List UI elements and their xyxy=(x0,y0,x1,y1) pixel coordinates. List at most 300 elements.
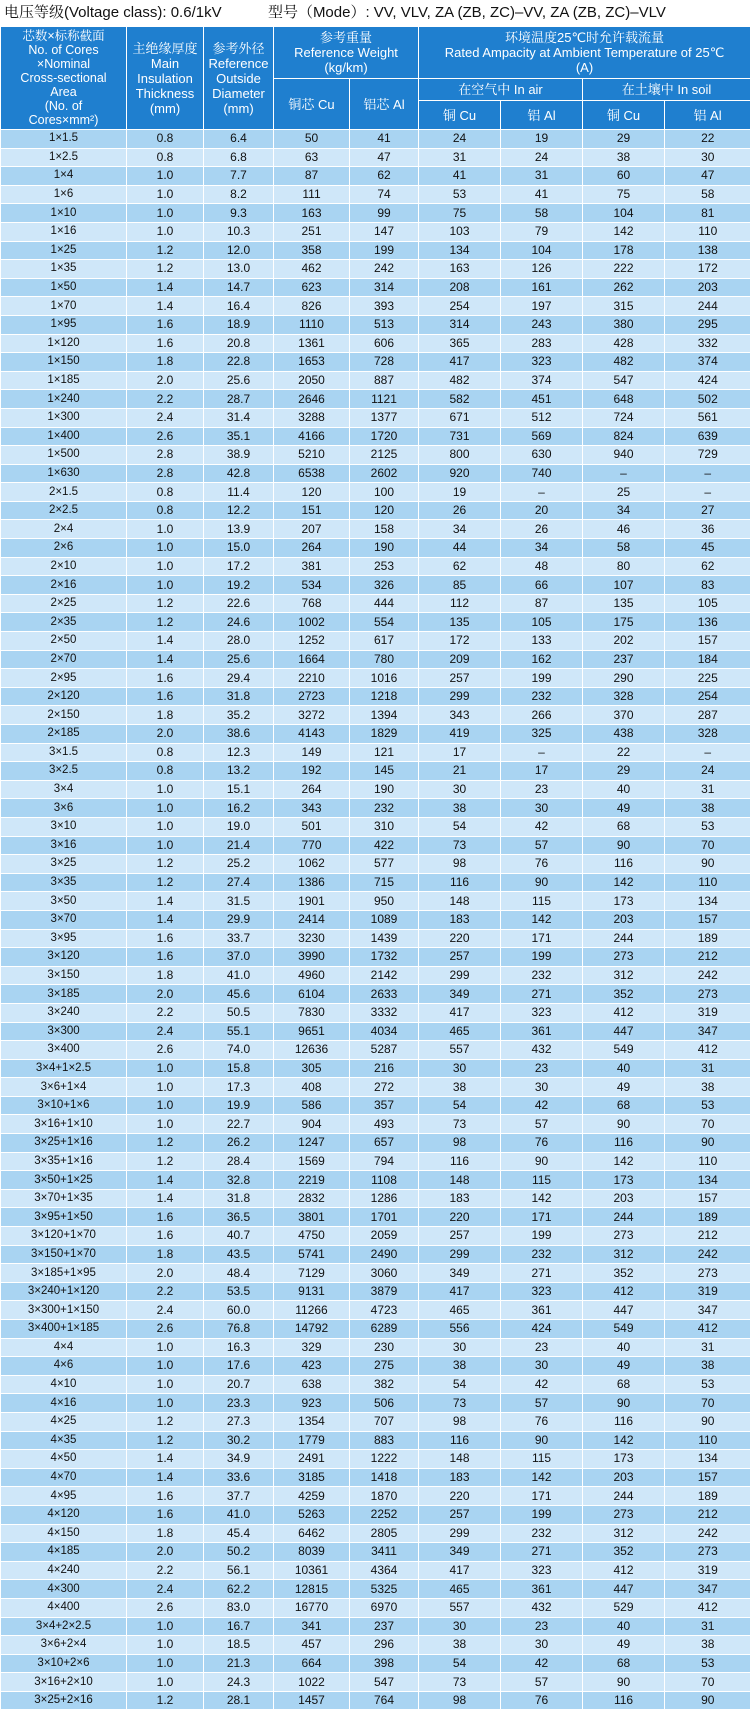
cell-weight-al: 2059 xyxy=(350,1227,419,1246)
table-row xyxy=(1,892,750,911)
cell-diameter: 19.2 xyxy=(204,576,274,595)
cell-cores: 4×6 xyxy=(1,1357,127,1376)
cell-air-al: 41 xyxy=(501,185,583,204)
cell-diameter: 30.2 xyxy=(204,1431,274,1450)
cell-insulation: 1.0 xyxy=(127,1115,204,1134)
cell-soil-al: 347 xyxy=(665,1580,750,1599)
cell-soil-al: 561 xyxy=(665,408,750,427)
cell-insulation: 2.0 xyxy=(127,985,204,1004)
cell-soil-al: 242 xyxy=(665,966,750,985)
table-row xyxy=(1,817,750,836)
header-air-al: 铝 Al xyxy=(501,101,583,130)
table-row xyxy=(1,260,750,279)
table-row xyxy=(1,1022,750,1041)
cell-diameter: 38.9 xyxy=(204,446,274,465)
cell-insulation: 1.2 xyxy=(127,613,204,632)
cell-air-cu: 19 xyxy=(419,483,501,502)
cell-soil-cu: 68 xyxy=(583,1096,665,1115)
cell-diameter: 18.9 xyxy=(204,315,274,334)
cell-air-al: 126 xyxy=(501,260,583,279)
cell-air-al: 133 xyxy=(501,632,583,651)
cell-insulation: 2.0 xyxy=(127,1264,204,1283)
cell-insulation: 1.4 xyxy=(127,278,204,297)
cell-weight-cu: 638 xyxy=(274,1375,350,1394)
table-row xyxy=(1,836,750,855)
cell-weight-cu: 586 xyxy=(274,1096,350,1115)
cell-soil-cu: 237 xyxy=(583,650,665,669)
cell-insulation: 1.0 xyxy=(127,1654,204,1673)
cell-cores: 2×4 xyxy=(1,520,127,539)
cell-weight-al: 296 xyxy=(350,1636,419,1655)
cell-diameter: 31.4 xyxy=(204,408,274,427)
cell-insulation: 1.4 xyxy=(127,1189,204,1208)
cell-cores: 4×95 xyxy=(1,1487,127,1506)
cell-diameter: 83.0 xyxy=(204,1598,274,1617)
cell-cores: 4×10 xyxy=(1,1375,127,1394)
cell-air-al: 232 xyxy=(501,1524,583,1543)
cell-insulation: 0.8 xyxy=(127,148,204,167)
table-row xyxy=(1,1580,750,1599)
cell-air-al: 451 xyxy=(501,390,583,409)
table-row xyxy=(1,1041,750,1060)
cell-soil-al: 157 xyxy=(665,1468,750,1487)
cell-air-cu: 73 xyxy=(419,836,501,855)
cell-soil-al: 38 xyxy=(665,1078,750,1097)
cell-insulation: 1.2 xyxy=(127,241,204,260)
cell-diameter: 41.0 xyxy=(204,1505,274,1524)
cell-cores: 1×630 xyxy=(1,464,127,483)
header-line xyxy=(0,0,750,26)
table-row xyxy=(1,910,750,929)
cell-soil-cu: 173 xyxy=(583,1171,665,1190)
cell-cores: 3×10+2×6 xyxy=(1,1654,127,1673)
table-row xyxy=(1,1245,750,1264)
cell-insulation: 1.6 xyxy=(127,315,204,334)
cell-cores: 2×25 xyxy=(1,594,127,613)
cell-air-al: 30 xyxy=(501,1357,583,1376)
cell-air-cu: 208 xyxy=(419,278,501,297)
cell-cores: 3×1.5 xyxy=(1,743,127,762)
cell-weight-cu: 4143 xyxy=(274,725,350,744)
cell-soil-cu: 447 xyxy=(583,1022,665,1041)
cell-air-cu: 54 xyxy=(419,817,501,836)
cell-insulation: 1.0 xyxy=(127,780,204,799)
cell-insulation: 1.6 xyxy=(127,1487,204,1506)
cell-air-al: 161 xyxy=(501,278,583,297)
cell-weight-cu: 3272 xyxy=(274,706,350,725)
cell-air-cu: 116 xyxy=(419,1431,501,1450)
cell-air-al: 87 xyxy=(501,594,583,613)
cell-air-cu: 343 xyxy=(419,706,501,725)
cell-air-al: 424 xyxy=(501,1320,583,1339)
cell-insulation: 2.0 xyxy=(127,371,204,390)
cable-spec-table xyxy=(0,26,750,1710)
cell-air-cu: 314 xyxy=(419,315,501,334)
cell-soil-cu: 447 xyxy=(583,1580,665,1599)
cell-air-cu: 103 xyxy=(419,222,501,241)
cell-air-cu: 75 xyxy=(419,204,501,223)
cell-air-al: 58 xyxy=(501,204,583,223)
cell-weight-al: 120 xyxy=(350,501,419,520)
cell-soil-al: 38 xyxy=(665,1636,750,1655)
cell-soil-al: 70 xyxy=(665,1115,750,1134)
cell-weight-cu: 2832 xyxy=(274,1189,350,1208)
table-row xyxy=(1,966,750,985)
cell-cores: 3×95 xyxy=(1,929,127,948)
cell-diameter: 14.7 xyxy=(204,278,274,297)
cell-cores: 1×185 xyxy=(1,371,127,390)
cell-weight-cu: 6538 xyxy=(274,464,350,483)
cell-weight-al: 121 xyxy=(350,743,419,762)
table-row xyxy=(1,706,750,725)
cell-cores: 3×35+1×16 xyxy=(1,1152,127,1171)
cell-soil-cu: 142 xyxy=(583,1152,665,1171)
cell-cores: 3×10 xyxy=(1,817,127,836)
cell-soil-al: 189 xyxy=(665,1487,750,1506)
cell-insulation: 1.0 xyxy=(127,1673,204,1692)
cell-weight-al: 606 xyxy=(350,334,419,353)
cell-insulation: 1.0 xyxy=(127,817,204,836)
table-row xyxy=(1,1487,750,1506)
table-row xyxy=(1,557,750,576)
cell-air-cu: 800 xyxy=(419,446,501,465)
table-row xyxy=(1,1543,750,1562)
table-row xyxy=(1,948,750,967)
cell-cores: 3×25 xyxy=(1,855,127,874)
cell-air-cu: 172 xyxy=(419,632,501,651)
cell-air-al: 569 xyxy=(501,427,583,446)
cell-air-al: 115 xyxy=(501,1171,583,1190)
cell-diameter: 16.7 xyxy=(204,1617,274,1636)
cell-soil-al: 319 xyxy=(665,1003,750,1022)
cell-air-cu: 134 xyxy=(419,241,501,260)
cell-cores: 4×150 xyxy=(1,1524,127,1543)
cell-weight-al: 62 xyxy=(350,167,419,186)
cell-weight-al: 275 xyxy=(350,1357,419,1376)
cell-soil-al: 90 xyxy=(665,1691,750,1710)
cell-soil-al: 134 xyxy=(665,1171,750,1190)
cell-weight-al: 272 xyxy=(350,1078,419,1097)
table-row xyxy=(1,1003,750,1022)
cell-cores: 3×300+1×150 xyxy=(1,1301,127,1320)
cell-air-al: 90 xyxy=(501,1152,583,1171)
cell-weight-cu: 87 xyxy=(274,167,350,186)
cell-air-al: 162 xyxy=(501,650,583,669)
cell-cores: 3×16+1×10 xyxy=(1,1115,127,1134)
table-row xyxy=(1,1338,750,1357)
cell-weight-al: 1089 xyxy=(350,910,419,929)
cell-weight-al: 547 xyxy=(350,1673,419,1692)
cell-insulation: 2.4 xyxy=(127,1301,204,1320)
cell-cores: 2×6 xyxy=(1,539,127,558)
cell-insulation: 1.0 xyxy=(127,557,204,576)
cell-soil-cu: 380 xyxy=(583,315,665,334)
cell-soil-cu: 34 xyxy=(583,501,665,520)
cell-weight-cu: 264 xyxy=(274,539,350,558)
cell-air-cu: 24 xyxy=(419,130,501,149)
cell-soil-cu: 244 xyxy=(583,1487,665,1506)
table-row xyxy=(1,1654,750,1673)
cell-soil-cu: 116 xyxy=(583,1134,665,1153)
table-row xyxy=(1,1301,750,1320)
cell-air-cu: 183 xyxy=(419,1468,501,1487)
cell-soil-cu: 312 xyxy=(583,966,665,985)
cell-insulation: 1.2 xyxy=(127,873,204,892)
cell-cores: 3×10+1×6 xyxy=(1,1096,127,1115)
cell-weight-al: 3332 xyxy=(350,1003,419,1022)
cell-weight-cu: 14792 xyxy=(274,1320,350,1339)
cell-insulation: 0.8 xyxy=(127,743,204,762)
cell-insulation: 1.2 xyxy=(127,1691,204,1710)
cell-soil-al: 412 xyxy=(665,1041,750,1060)
table-row xyxy=(1,1208,750,1227)
cell-air-cu: 34 xyxy=(419,520,501,539)
cell-insulation: 1.4 xyxy=(127,297,204,316)
cell-weight-cu: 12636 xyxy=(274,1041,350,1060)
cell-air-al: 142 xyxy=(501,1468,583,1487)
cell-air-al: 361 xyxy=(501,1580,583,1599)
cell-cores: 3×70 xyxy=(1,910,127,929)
cell-soil-al: 110 xyxy=(665,873,750,892)
cell-cores: 1×10 xyxy=(1,204,127,223)
cell-air-al: 325 xyxy=(501,725,583,744)
cell-diameter: 12.2 xyxy=(204,501,274,520)
cell-weight-cu: 501 xyxy=(274,817,350,836)
cell-soil-al: 242 xyxy=(665,1245,750,1264)
cell-insulation: 2.4 xyxy=(127,1022,204,1041)
cell-soil-cu: 328 xyxy=(583,687,665,706)
cell-weight-al: 4034 xyxy=(350,1022,419,1041)
cell-diameter: 37.7 xyxy=(204,1487,274,1506)
cell-weight-cu: 11266 xyxy=(274,1301,350,1320)
cell-weight-cu: 2491 xyxy=(274,1450,350,1469)
cell-diameter: 45.6 xyxy=(204,985,274,1004)
cell-air-cu: 135 xyxy=(419,613,501,632)
cell-soil-cu: 60 xyxy=(583,167,665,186)
cell-insulation: 1.2 xyxy=(127,1431,204,1450)
table-row xyxy=(1,1450,750,1469)
table-row xyxy=(1,873,750,892)
cell-weight-cu: 2210 xyxy=(274,669,350,688)
cell-weight-cu: 12815 xyxy=(274,1580,350,1599)
cell-weight-cu: 770 xyxy=(274,836,350,855)
cell-insulation: 1.0 xyxy=(127,539,204,558)
cell-cores: 3×240+1×120 xyxy=(1,1282,127,1301)
cell-air-al: 199 xyxy=(501,669,583,688)
cell-insulation: 1.0 xyxy=(127,204,204,223)
cell-cores: 3×50 xyxy=(1,892,127,911)
cell-weight-al: 1870 xyxy=(350,1487,419,1506)
cell-soil-al: 203 xyxy=(665,278,750,297)
cell-diameter: 50.5 xyxy=(204,1003,274,1022)
cell-soil-al: 22 xyxy=(665,130,750,149)
cell-cores: 3×16+2×10 xyxy=(1,1673,127,1692)
cell-weight-cu: 408 xyxy=(274,1078,350,1097)
table-row xyxy=(1,687,750,706)
cell-weight-al: 1439 xyxy=(350,929,419,948)
header-cores: 芯数×标称截面 No. of Cores ×Nominal Cross-sectional Area (No. of Cores×mm²) xyxy=(1,27,127,130)
cell-air-cu: 465 xyxy=(419,1022,501,1041)
cell-weight-al: 4723 xyxy=(350,1301,419,1320)
cell-air-cu: 116 xyxy=(419,1152,501,1171)
cell-soil-al: 83 xyxy=(665,576,750,595)
cell-air-al: 512 xyxy=(501,408,583,427)
cell-air-cu: 671 xyxy=(419,408,501,427)
table-row xyxy=(1,1505,750,1524)
cell-cores: 4×120 xyxy=(1,1505,127,1524)
cell-diameter: 6.4 xyxy=(204,130,274,149)
cell-weight-cu: 149 xyxy=(274,743,350,762)
cell-soil-al: 134 xyxy=(665,1450,750,1469)
cell-insulation: 1.8 xyxy=(127,966,204,985)
cell-weight-cu: 305 xyxy=(274,1059,350,1078)
cell-soil-al: 374 xyxy=(665,353,750,372)
cell-insulation: 1.2 xyxy=(127,594,204,613)
cell-soil-cu: 40 xyxy=(583,1059,665,1078)
cell-soil-cu: 38 xyxy=(583,148,665,167)
cell-soil-cu: 529 xyxy=(583,1598,665,1617)
cell-soil-al: 273 xyxy=(665,1264,750,1283)
cell-cores: 3×70+1×35 xyxy=(1,1189,127,1208)
cell-air-al: 271 xyxy=(501,985,583,1004)
cell-diameter: 13.9 xyxy=(204,520,274,539)
cell-air-cu: 299 xyxy=(419,1245,501,1264)
table-row xyxy=(1,1617,750,1636)
table-row xyxy=(1,501,750,520)
cell-soil-cu: 273 xyxy=(583,1227,665,1246)
cell-cores: 3×400+1×185 xyxy=(1,1320,127,1339)
cell-weight-cu: 5741 xyxy=(274,1245,350,1264)
cell-weight-al: 715 xyxy=(350,873,419,892)
cell-soil-cu: 68 xyxy=(583,1654,665,1673)
table-row xyxy=(1,613,750,632)
cell-weight-cu: 63 xyxy=(274,148,350,167)
cell-soil-cu: 49 xyxy=(583,799,665,818)
cell-air-al: 374 xyxy=(501,371,583,390)
cell-soil-al: 90 xyxy=(665,1412,750,1431)
cell-soil-al: 45 xyxy=(665,539,750,558)
cell-soil-cu: 22 xyxy=(583,743,665,762)
cell-air-cu: 148 xyxy=(419,1450,501,1469)
cell-diameter: 29.9 xyxy=(204,910,274,929)
cell-soil-al: 90 xyxy=(665,1134,750,1153)
cell-soil-al: 30 xyxy=(665,148,750,167)
table-row xyxy=(1,1691,750,1710)
cell-weight-al: 158 xyxy=(350,520,419,539)
cell-air-cu: 349 xyxy=(419,1543,501,1562)
cell-soil-cu: 25 xyxy=(583,483,665,502)
cell-diameter: 37.0 xyxy=(204,948,274,967)
cell-weight-al: 100 xyxy=(350,483,419,502)
cell-soil-cu: 135 xyxy=(583,594,665,613)
cell-soil-cu: 116 xyxy=(583,1691,665,1710)
cell-air-cu: 417 xyxy=(419,353,501,372)
table-row xyxy=(1,1320,750,1339)
cell-soil-al: 53 xyxy=(665,1096,750,1115)
cell-air-cu: 419 xyxy=(419,725,501,744)
cell-insulation: 1.6 xyxy=(127,687,204,706)
cell-weight-al: 237 xyxy=(350,1617,419,1636)
table-row xyxy=(1,520,750,539)
cell-air-al: 34 xyxy=(501,539,583,558)
header-weight-cu: 铜芯 Cu xyxy=(274,79,350,130)
cell-soil-cu: 244 xyxy=(583,1208,665,1227)
cell-air-al: 76 xyxy=(501,1412,583,1431)
cell-weight-al: 1286 xyxy=(350,1189,419,1208)
cell-diameter: 35.1 xyxy=(204,427,274,446)
cell-soil-cu: 40 xyxy=(583,1617,665,1636)
cell-cores: 4×70 xyxy=(1,1468,127,1487)
cell-air-cu: 299 xyxy=(419,966,501,985)
table-row xyxy=(1,1096,750,1115)
cell-soil-al: 189 xyxy=(665,1208,750,1227)
cell-weight-cu: 251 xyxy=(274,222,350,241)
header-in-air: 在空气中 In air xyxy=(419,79,583,101)
cell-weight-cu: 3990 xyxy=(274,948,350,967)
cell-soil-cu: 352 xyxy=(583,1543,665,1562)
cell-cores: 1×25 xyxy=(1,241,127,260)
cell-weight-cu: 329 xyxy=(274,1338,350,1357)
cell-diameter: 16.2 xyxy=(204,799,274,818)
cell-insulation: 1.6 xyxy=(127,1208,204,1227)
cell-air-cu: 112 xyxy=(419,594,501,613)
cell-soil-cu: 312 xyxy=(583,1245,665,1264)
cell-air-cu: 257 xyxy=(419,948,501,967)
cell-soil-al: 412 xyxy=(665,1598,750,1617)
cell-cores: 3×150+1×70 xyxy=(1,1245,127,1264)
cell-diameter: 9.3 xyxy=(204,204,274,223)
cell-soil-cu: 290 xyxy=(583,669,665,688)
cell-air-al: 23 xyxy=(501,1338,583,1357)
cell-diameter: 23.3 xyxy=(204,1394,274,1413)
table-row xyxy=(1,1357,750,1376)
cell-soil-cu: 40 xyxy=(583,780,665,799)
cell-soil-cu: 549 xyxy=(583,1320,665,1339)
cell-weight-al: 4364 xyxy=(350,1561,419,1580)
cell-diameter: 24.3 xyxy=(204,1673,274,1692)
cell-air-al: 323 xyxy=(501,1003,583,1022)
cell-weight-cu: 1252 xyxy=(274,632,350,651)
voltage-class-label: 电压等级(Voltage class): 0.6/1kV xyxy=(4,4,222,21)
cell-cores: 4×4 xyxy=(1,1338,127,1357)
cell-cores: 1×50 xyxy=(1,278,127,297)
table-row xyxy=(1,855,750,874)
cell-insulation: 1.8 xyxy=(127,353,204,372)
cell-insulation: 1.6 xyxy=(127,1505,204,1524)
cell-soil-al: 53 xyxy=(665,1654,750,1673)
cell-cores: 2×50 xyxy=(1,632,127,651)
cell-air-al: 630 xyxy=(501,446,583,465)
cell-cores: 1×400 xyxy=(1,427,127,446)
cell-air-al: 142 xyxy=(501,910,583,929)
cell-cores: 1×16 xyxy=(1,222,127,241)
cell-air-al: 740 xyxy=(501,464,583,483)
header-ampacity: 环境温度25℃时允许载流量 Rated Ampacity at Ambient Temperature of 25℃ (A) xyxy=(419,27,750,79)
cell-weight-al: 310 xyxy=(350,817,419,836)
cell-cores: 3×6+2×4 xyxy=(1,1636,127,1655)
cell-air-cu: 30 xyxy=(419,1338,501,1357)
table-row xyxy=(1,1673,750,1692)
cell-weight-al: 3879 xyxy=(350,1282,419,1301)
cell-soil-cu: 482 xyxy=(583,353,665,372)
cell-air-cu: 53 xyxy=(419,185,501,204)
cell-insulation: 2.4 xyxy=(127,1580,204,1599)
cell-diameter: 24.6 xyxy=(204,613,274,632)
cell-air-cu: 254 xyxy=(419,297,501,316)
cell-soil-al: 639 xyxy=(665,427,750,446)
cell-weight-cu: 1664 xyxy=(274,650,350,669)
cell-weight-al: 1377 xyxy=(350,408,419,427)
